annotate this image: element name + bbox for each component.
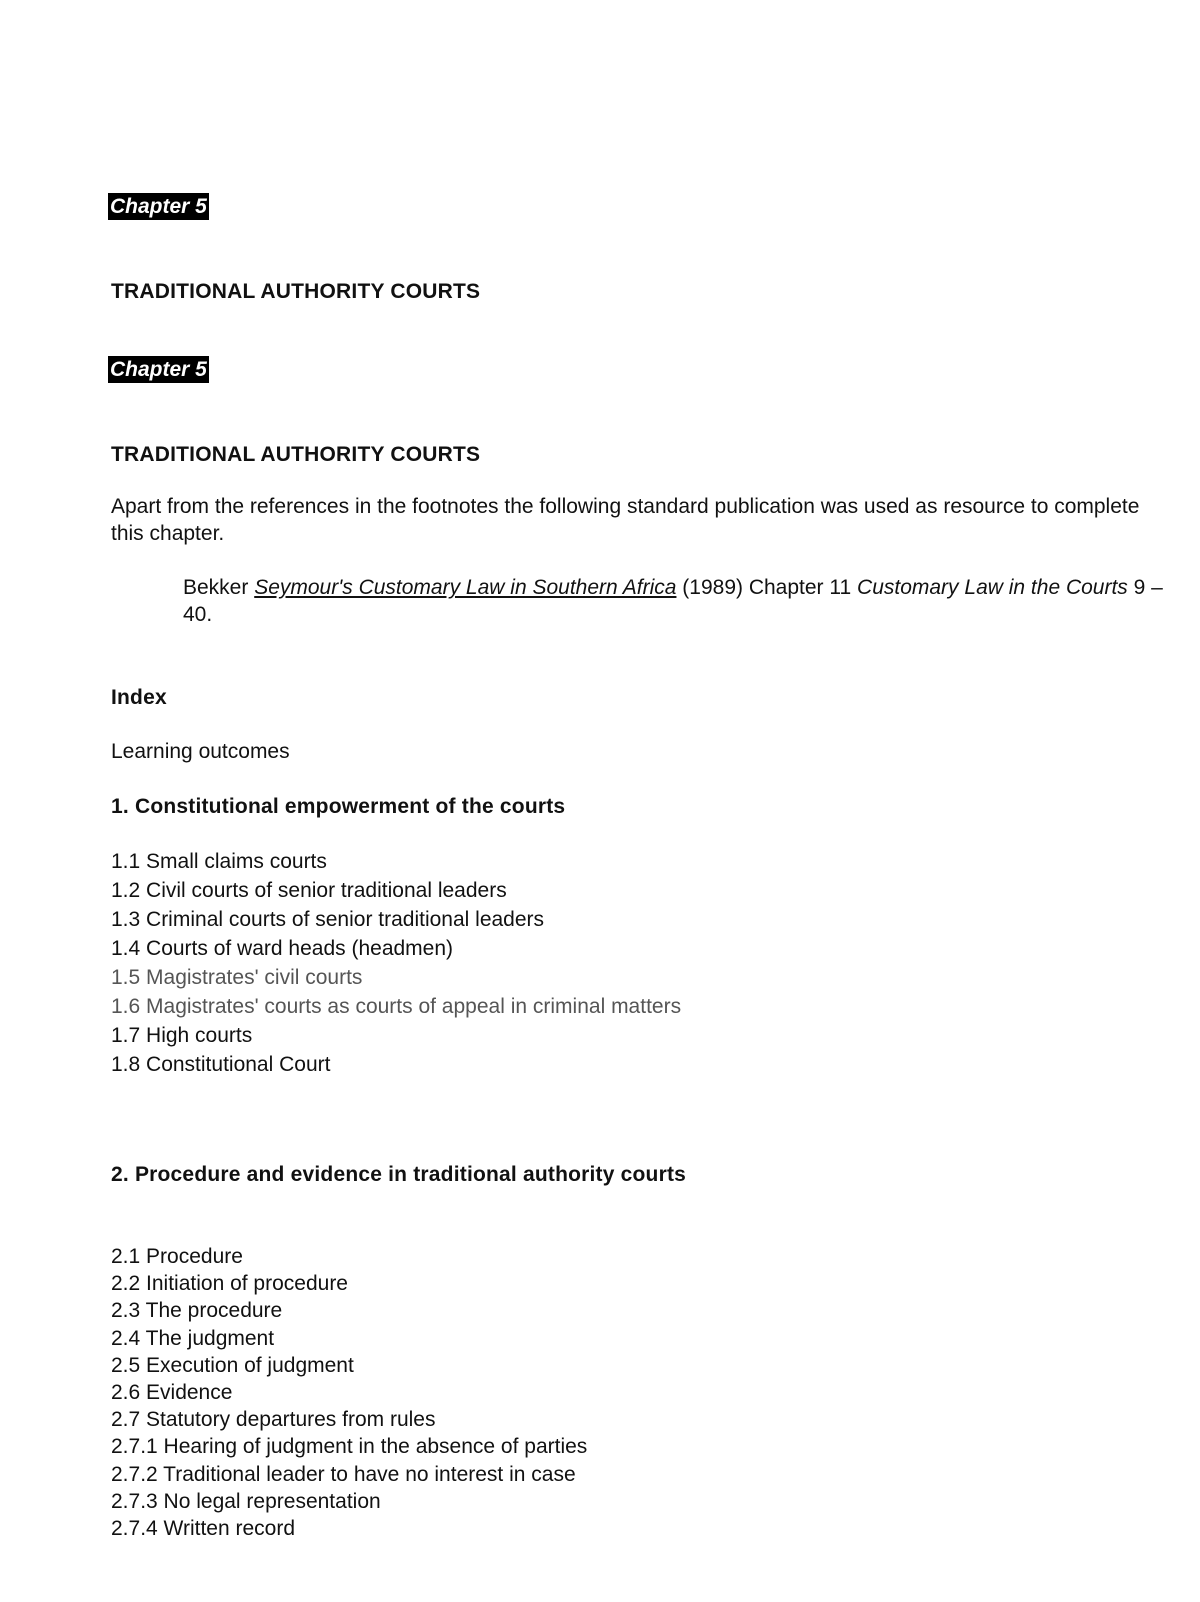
- reference-author: Bekker: [183, 576, 249, 599]
- reference-book-title: Seymour's Customary Law in Southern Africa: [254, 576, 677, 599]
- index-heading: Index: [111, 686, 167, 709]
- list-item: 1.8 Constitutional Court: [111, 1053, 331, 1076]
- list-item: 2.6 Evidence: [111, 1380, 233, 1404]
- reference-pages: 9 – 40.: [183, 576, 1163, 626]
- list-item: 1.7 High courts: [111, 1024, 253, 1047]
- section-1-list: [111, 847, 681, 1079]
- list-item: 2.4 The judgment: [111, 1326, 275, 1350]
- reference-chapter-title: Customary Law in the Courts: [857, 576, 1128, 599]
- list-item: 2.7.2 Traditional leader to have no interest in case: [111, 1462, 576, 1486]
- learning-outcomes: Learning outcomes: [111, 740, 290, 763]
- list-item: 2.1 Procedure: [111, 1245, 243, 1268]
- section-2-heading: 2. Procedure and evidence in traditional authority courts: [111, 1163, 687, 1186]
- list-item: 2.7 Statutory departures from rules: [111, 1408, 436, 1432]
- intro-paragraph: Apart from the references in the footnotes the following standard publication was used as resource to complete this chapter.: [111, 495, 1140, 545]
- list-item: 2.2 Initiation of procedure: [111, 1272, 348, 1296]
- chapter-title: TRADITIONAL AUTHORITY COURTS: [111, 280, 481, 303]
- list-item: 1.1 Small claims courts: [111, 850, 327, 873]
- list-item: 2.7.4 Written record: [111, 1516, 296, 1540]
- section-1-heading: 1. Constitutional empowerment of the courts: [111, 795, 566, 818]
- list-item: 1.3 Criminal courts of senior traditional leaders: [111, 908, 545, 931]
- list-item: 2.3 The procedure: [111, 1299, 283, 1323]
- chapter-title: TRADITIONAL AUTHORITY COURTS: [111, 443, 481, 466]
- chapter-label: Chapter 5: [110, 195, 207, 218]
- list-item: 2.7.3 No legal representation: [111, 1489, 381, 1513]
- list-item: 1.2 Civil courts of senior traditional leaders: [111, 879, 507, 902]
- section-2-list: [111, 1243, 587, 1542]
- reference-citation: [183, 574, 1173, 628]
- list-item: 1.6 Magistrates' courts as courts of appeal in criminal matters: [111, 995, 682, 1018]
- list-item: 2.7.1 Hearing of judgment in the absence of parties: [111, 1435, 588, 1459]
- list-item: 1.5 Magistrates' civil courts: [111, 966, 363, 989]
- chapter-label: Chapter 5: [110, 358, 207, 381]
- list-item: 1.4 Courts of ward heads (headmen): [111, 937, 454, 960]
- reference-year-chapter: (1989) Chapter 11: [682, 576, 852, 599]
- list-item: 2.5 Execution of judgment: [111, 1353, 354, 1377]
